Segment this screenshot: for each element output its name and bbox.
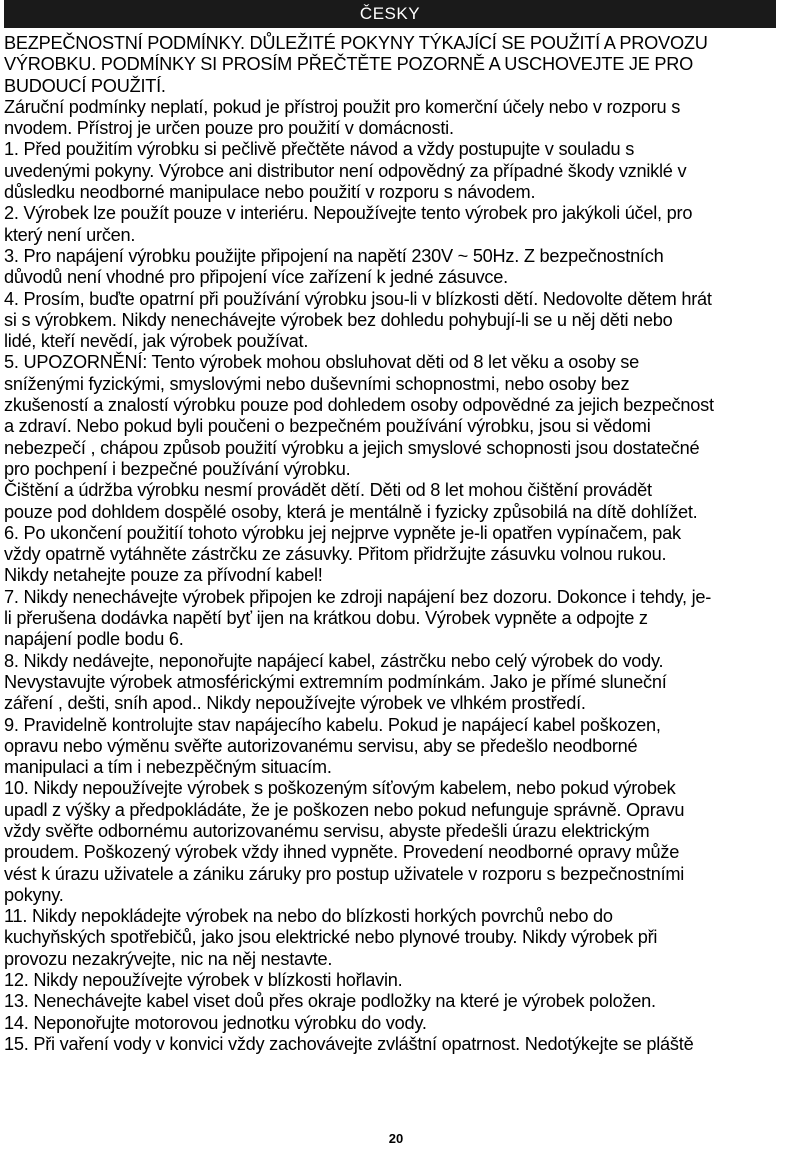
text-line: manipulaci a tím i nebezpěčným situacím. xyxy=(4,757,332,778)
text-line: BEZPEČNOSTNÍ PODMÍNKY. DŮLEŽITÉ POKYNY TÝKAJÍCÍ SE POUŽITÍ A PROVOZU xyxy=(4,33,708,53)
text-line: 13. Nenechávejte kabel viset doů přes okraje podložky na které je výrobek položen. xyxy=(4,991,656,1012)
language-title: ČESKY xyxy=(359,4,421,23)
text-line: Nikdy netahejte pouze za přívodní kabel! xyxy=(4,565,323,586)
text-line: 6. Po ukončení použitíí tohoto výrobku jej nejprve vypněte je-li opatřen vypínačem, pak xyxy=(4,522,681,543)
text-line: vždy opatrně vytáhněte zástrčku ze zásuvky. Přitom přidržujte zásuvku volnou rukou. xyxy=(4,544,667,565)
language-header xyxy=(4,0,776,28)
text-line: vždy svěřte odbornému autorizovanému servisu, abyste předešli úrazu elektrickým xyxy=(4,820,650,841)
document-body xyxy=(4,33,790,1055)
text-line: 4. Prosím, buďte opatrní při používání výrobku jsou-li v blízkosti dětí. Nedovolte dětem hrát xyxy=(4,288,712,309)
text-line: upadl z výšky a předpokládáte, že je poškozen nebo pokud nefunguje správně. Opravu xyxy=(4,799,685,820)
text-line: důvodů není vhodné pro připojení více zařízení k jedné zásuvce. xyxy=(4,267,508,288)
text-line: který není určen. xyxy=(4,224,136,245)
text-line: Čištění a údržba výrobku nesmí provádět dětí. Děti od 8 let mohou čištění provádět xyxy=(4,480,652,501)
text-line: uvedenými pokyny. Výrobce ani distributor není odpovědný za případné škody vzniklé v xyxy=(4,160,687,181)
text-line: 15. Při vaření vody v konvici vždy zachovávejte zvláštní opatrnost. Nedotýkejte se pláště xyxy=(4,1033,694,1054)
text-line: Záruční podmínky neplatí, pokud je přístroj použit pro komerční účely nebo v rozporu s xyxy=(4,96,681,117)
text-line: 3. Pro napájení výrobku použijte připojení na napětí 230V ~ 50Hz. Z bezpečnostních xyxy=(4,245,664,266)
text-line: provozu nezakrývejte, nic na něj nestavte. xyxy=(4,948,333,969)
text-line: VÝROBKU. PODMÍNKY SI PROSÍM PŘEČTĚTE POZORNĚ A USCHOVEJTE JE PRO xyxy=(4,54,694,75)
text-line: pouze pod dohldem dospělé osoby, která je mentálně i fyzicky způsobilá na dítě dohlížet. xyxy=(4,501,698,522)
text-line: 5. UPOZORNĚNÍ: Tento výrobek mohou obsluhovat děti od 8 let věku a osoby se xyxy=(4,352,639,373)
text-line: napájení podle bodu 6. xyxy=(4,629,184,650)
text-line: pro pochpení i bezpečné používání výrobku. xyxy=(4,458,351,479)
text-line: 8. Nikdy nedávejte, neponořujte napájecí kabel, zástrčku nebo celý výrobek do vody. xyxy=(4,650,664,671)
text-line: 1. Před použitím výrobku si pečlivě přečtěte návod a vždy postupujte v souladu s xyxy=(4,139,635,160)
text-line: kuchyňských spotřebičů, jako jsou elektrické nebo plynové trouby. Nikdy výrobek při xyxy=(4,927,658,948)
text-line: 10. Nikdy nepoužívejte výrobek s poškozeným síťovým kabelem, nebo pokud výrobek xyxy=(4,778,676,799)
text-line: 12. Nikdy nepoužívejte výrobek v blízkosti hořlavin. xyxy=(4,970,403,991)
text-line: sníženými fyzickými, smyslovými nebo duševními schopnostmi, nebo osoby bez xyxy=(4,373,630,394)
text-line: BUDOUCÍ POUŽITÍ. xyxy=(4,75,166,96)
text-line: důsledku neodborné manipulace nebo použití v rozporu s návodem. xyxy=(4,182,536,203)
text-line: si s výrobkem. Nikdy nenechávejte výrobek bez dohledu pohybují-li se u něj děti nebo xyxy=(4,309,673,330)
text-line: vést k úrazu uživatele a zániku záruky pro postup uživatele v rozporu s bezpečnostními xyxy=(4,863,685,884)
text-line: 7. Nikdy nenechávejte výrobek připojen ke zdroji napájení bez dozoru. Dokonce i tehdy, je- xyxy=(4,586,712,607)
text-line: zkušeností a znalostí výrobku pouze pod dohledem osoby odpovědné za jejich bezpečnost xyxy=(4,395,714,416)
text-line: pokyny. xyxy=(4,884,64,905)
text-line: 2. Výrobek lze použít pouze v interiéru. Nepoužívejte tento výrobek pro jakýkoli účel, pro xyxy=(4,203,693,224)
text-line: opravu nebo výměnu svěřte autorizovanému servisu, aby se předešlo neodborné xyxy=(4,735,638,756)
text-line: Nevystavujte výrobek atmosférickými extremním podmínkám. Jako je přímé sluneční xyxy=(4,671,667,692)
text-line: 9. Pravidelně kontrolujte stav napájecího kabelu. Pokud je napájecí kabel poškozen, xyxy=(4,714,661,735)
text-line: záření , dešti, sníh apod.. Nikdy nepoužívejte výrobek ve vlhkém prostředí. xyxy=(4,693,586,714)
text-line: a zdraví. Nebo pokud byli poučeni o bezpečném používání výrobku, jsou si vědomi xyxy=(4,416,651,437)
text-line: lidé, kteří nevědí, jak výrobek používat. xyxy=(4,331,309,352)
page-number: 20 xyxy=(388,1131,404,1146)
text-line: nebezpečí , chápou způsob použití výrobku a jejich smyslové schopnosti jsou dostatečné xyxy=(4,437,700,458)
text-line: 11. Nikdy nepokládejte výrobek na nebo do blízkosti horkých povrchů nebo do xyxy=(4,906,613,927)
text-line: nvodem. Přístroj je určen pouze pro použití v domácnosti. xyxy=(4,118,454,139)
text-line: li přerušena dodávka napětí byť ijen na krátkou dobu. Výrobek vypněte a odpojte z xyxy=(4,608,648,629)
text-line: 14. Neponořujte motorovou jednotku výrobku do vody. xyxy=(4,1012,427,1033)
text-line: proudem. Poškozený výrobek vždy ihned vypněte. Provedení neodborné opravy může xyxy=(4,842,680,863)
